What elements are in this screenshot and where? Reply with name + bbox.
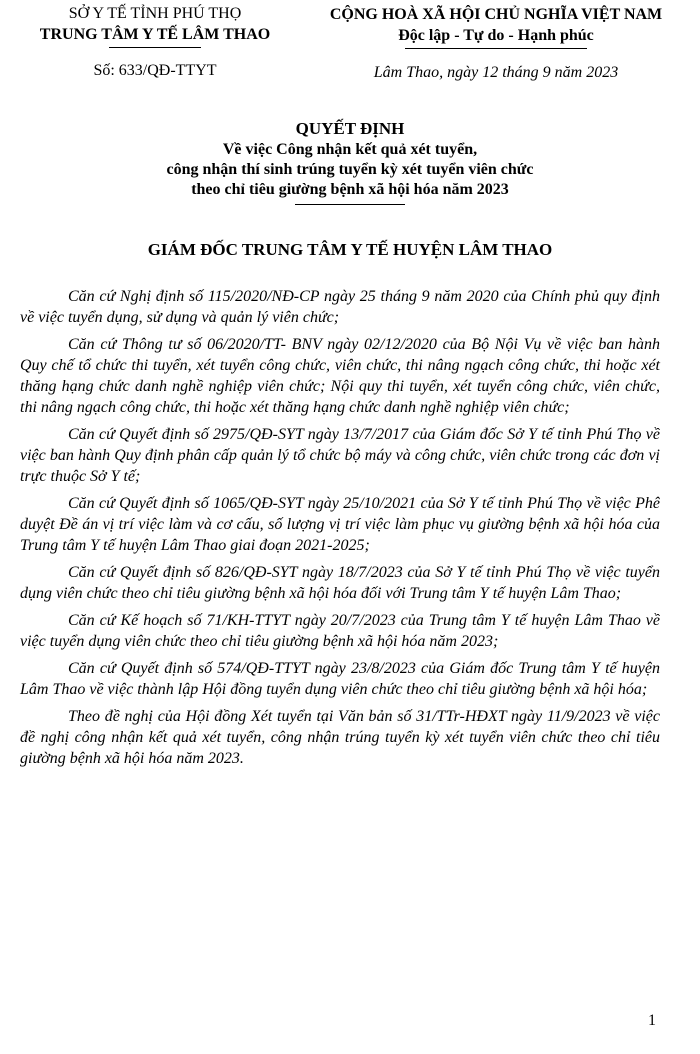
decision-subject-line-1: Về việc Công nhận kết quả xét tuyển, xyxy=(222,141,478,158)
decision-title-block xyxy=(0,118,700,205)
issuing-authority: GIÁM ĐỐC TRUNG TÂM Y TẾ HUYỆN LÂM THAO xyxy=(147,240,553,259)
place-date: Lâm Thao, ngày 12 tháng 9 năm 2023 xyxy=(373,64,619,81)
issuing-agency-header xyxy=(20,4,290,48)
legal-basis-paragraph: Căn cứ Quyết định số 2975/QĐ-SYT ngày 13/7/2017 của Giám đốc Sở Y tế tỉnh Phú Thọ về việc ban hành Quy định phân cấp quản lý tổ chức bộ máy và công chức, viên chức trong các đơn vị trực thuộc Sở Y tế; xyxy=(20,426,660,485)
decision-title: QUYẾT ĐỊNH xyxy=(295,119,405,138)
parent-agency: SỞ Y TẾ TỈNH PHÚ THỌ xyxy=(68,5,242,22)
legal-basis-paragraph: Căn cứ Thông tư số 06/2020/TT- BNV ngày 02/12/2020 của Bộ Nội Vụ về việc ban hành Quy chế tổ chức thi tuyển, xét tuyển công chức, viên chức, thi nâng ngạch công chức, thi hoặc xét thăng hạng chức danh nghề nghiệp viên chức; Nội quy thi tuyển, xét tuyển công chức, viên chức, thi nâng ngạch công chức, thi hoặc xét thăng hạng chức danh nghề nghiệp viên chức; xyxy=(20,336,660,416)
national-name: CỘNG HOÀ XÃ HỘI CHỦ NGHĨA VIỆT NAM xyxy=(329,6,663,23)
decision-subject-line-2: công nhận thí sinh trúng tuyển kỳ xét tuyển viên chức xyxy=(166,161,534,178)
document-number: Số: 633/QĐ-TTYT xyxy=(93,62,217,79)
national-header xyxy=(296,4,696,49)
legal-basis-paragraph: Căn cứ Quyết định số 574/QĐ-TTYT ngày 23/8/2023 của Giám đốc Trung tâm Y tế huyện Lâm Thao về việc thành lập Hội đồng tuyển dụng viên chức theo chỉ tiêu giường bệnh xã hội hóa; xyxy=(20,660,660,698)
legal-basis-section xyxy=(20,286,660,775)
issuing-agency: TRUNG TÂM Y TẾ LÂM THAO xyxy=(39,26,271,43)
legal-basis-paragraph: Căn cứ Kế hoạch số 71/KH-TTYT ngày 20/7/2023 của Trung tâm Y tế huyện Lâm Thao về việc tuyển dụng viên chức theo chỉ tiêu giường bệnh xã hội hóa năm 2023; xyxy=(20,612,660,650)
motto-underline xyxy=(405,48,587,49)
national-motto: Độc lập - Tự do - Hạnh phúc xyxy=(398,27,594,44)
legal-basis-paragraph: Căn cứ Quyết định số 1065/QĐ-SYT ngày 25/10/2021 của Sở Y tế tỉnh Phú Thọ về việc Phê duyệt Đề án vị trí việc làm và cơ cấu, số lượng vị trí việc làm phục vụ giường bệnh xã hội hóa của Trung tâm Y tế huyện Lâm Thao giai đoạn 2021-2025; xyxy=(20,495,660,554)
legal-basis-paragraph: Căn cứ Quyết định số 826/QĐ-SYT ngày 18/7/2023 của Sở Y tế tỉnh Phú Thọ về việc tuyển dụng viên chức theo chỉ tiêu giường bệnh xã hội hóa đối với Trung tâm Y tế huyện Lâm Thao; xyxy=(20,564,660,602)
legal-basis-paragraph: Căn cứ Nghị định số 115/2020/NĐ-CP ngày 25 tháng 9 năm 2020 của Chính phủ quy định về việc tuyển dụng, sử dụng và quản lý viên chức; xyxy=(20,288,660,326)
title-underline xyxy=(295,204,405,205)
decision-subject-line-3: theo chỉ tiêu giường bệnh xã hội hóa năm 2023 xyxy=(191,181,509,198)
agency-underline xyxy=(109,47,201,48)
page-number: 1 xyxy=(648,1012,656,1029)
proposal-paragraph: Theo đề nghị của Hội đồng Xét tuyển tại Văn bản số 31/TTr-HĐXT ngày 11/9/2023 về việc đề nghị công nhận kết quả xét tuyển, công nhận trúng tuyển kỳ xét tuyển viên chức theo chỉ tiêu giường bệnh xã hội hóa năm 2023. xyxy=(20,708,660,767)
